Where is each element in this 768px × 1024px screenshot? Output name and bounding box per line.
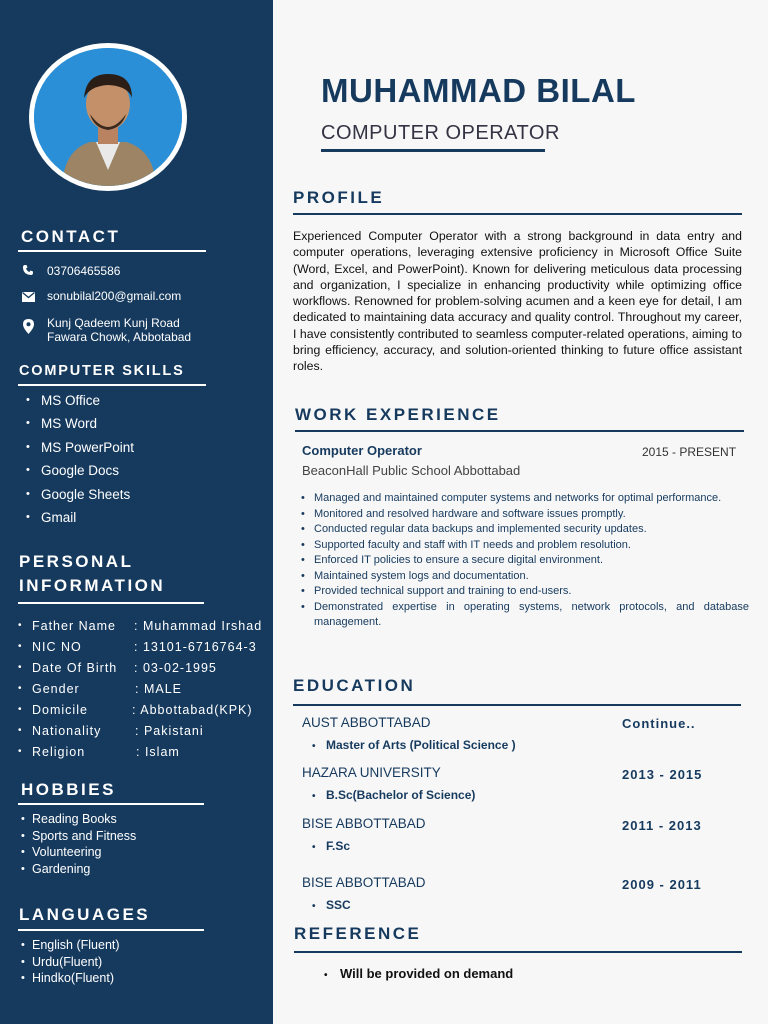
personal-label: Father Name (32, 619, 116, 633)
duty-item: • Maintained system logs and documentation. (299, 569, 749, 585)
personal-label: NIC NO (32, 640, 82, 654)
contact-email (18, 289, 181, 303)
personal-value: : 13101-6716764-3 (134, 640, 257, 654)
education-degree (312, 738, 516, 752)
languages-divider (18, 929, 204, 931)
education-institution: AUST ABBOTTABAD (302, 715, 431, 730)
reference-heading: REFERENCE (294, 924, 422, 943)
education-dates: 2009 - 2011 (622, 877, 702, 892)
bullet-icon: • (18, 641, 23, 652)
personal-label: Gender (32, 682, 80, 696)
hobby-item: • Volunteering (16, 844, 136, 861)
hobbies-divider (18, 803, 204, 805)
skill-item: • Gmail (21, 506, 134, 529)
avatar (29, 43, 187, 191)
duties-list (299, 491, 749, 631)
languages-heading: LANGUAGES (19, 905, 151, 924)
profile-photo (34, 48, 182, 186)
profile-heading: PROFILE (293, 188, 385, 207)
skill-item: • MS Office (21, 389, 134, 412)
education-dates: 2011 - 2013 (622, 818, 702, 833)
bullet-icon: • (18, 683, 23, 694)
personal-value: : Pakistani (135, 724, 204, 738)
job-title: Computer Operator (302, 443, 422, 458)
sidebar (0, 0, 273, 1024)
degree-text: SSC (326, 898, 351, 912)
candidate-title: COMPUTER OPERATOR (321, 122, 560, 144)
title-underline (321, 149, 545, 152)
contact-heading: CONTACT (21, 227, 121, 246)
profile-text: Experienced Computer Operator with a strong background in data entry and computer operations, leveraging extensive proficiency in Microsoft Office Suite (Word, Excel, and PowerPoint). Known for delivering meticulous data processing and organization, I specialize in enhancing productivity while optimizing office workflows. Renowned for problem-solving acumen and a keen eye for detail, I am dedicated to maintaining data accuracy and quality control. Throughout my career, I have consistently contributed to seamless computer-related operations, aiming to bring efficiency, accuracy, and solution-oriented thinking to future office assistant roles. (293, 229, 742, 374)
profile-divider (293, 213, 742, 215)
education-divider (293, 704, 741, 706)
personal-label: Domicile (32, 703, 88, 717)
hobbies-heading: HOBBIES (21, 780, 116, 799)
personal-value: : MALE (135, 682, 182, 696)
personal-heading-line-1: PERSONAL (19, 552, 134, 571)
duty-item: • Monitored and resolved hardware and software issues promptly. (299, 507, 749, 523)
personal-value: : 03-02-1995 (134, 661, 217, 675)
contact-phone (18, 264, 120, 278)
bullet-icon: • (18, 620, 23, 631)
bullet-icon: • (18, 746, 23, 757)
reference-text: Will be provided on demand (340, 966, 514, 981)
skills-divider (18, 384, 206, 386)
envelope-icon (18, 289, 38, 302)
language-item: • Urdu(Fluent) (16, 954, 120, 971)
experience-divider (295, 430, 744, 432)
personal-label: Religion (32, 745, 86, 759)
location-pin-icon (18, 316, 38, 334)
phone-icon (18, 264, 38, 276)
bullet-icon: • (312, 791, 316, 802)
education-dates: Continue.. (622, 716, 696, 731)
personal-value: : Islam (136, 745, 180, 759)
education-degree (312, 788, 475, 802)
duty-item: • Managed and maintained computer systems and networks for optimal performance. (299, 491, 749, 507)
language-item: • English (Fluent) (16, 937, 120, 954)
language-item: • Hindko(Fluent) (16, 970, 120, 987)
bullet-icon: • (18, 662, 23, 673)
education-institution: HAZARA UNIVERSITY (302, 765, 441, 780)
education-institution: BISE ABBOTTABAD (302, 816, 426, 831)
bullet-icon: • (324, 970, 328, 981)
job-organization: BeaconHall Public School Abbottabad (302, 463, 521, 478)
bullet-icon: • (312, 901, 316, 912)
education-dates: 2013 - 2015 (622, 767, 703, 782)
address-line-1: Kunj Qadeem Kunj Road (47, 316, 180, 330)
skill-item: • MS Word (21, 412, 134, 435)
personal-heading-line-2: INFORMATION (19, 576, 166, 595)
skills-heading: COMPUTER SKILLS (19, 363, 185, 379)
skills-list (21, 389, 134, 529)
languages-list (16, 937, 120, 987)
hobby-item: • Reading Books (16, 811, 136, 828)
bullet-icon: • (18, 725, 23, 736)
phone-text: 03706465586 (47, 264, 121, 278)
experience-heading: WORK EXPERIENCE (295, 405, 501, 424)
reference-item (324, 966, 513, 981)
job-dates: 2015 - PRESENT (642, 445, 737, 459)
bullet-icon: • (312, 741, 316, 752)
skill-item: • Google Sheets (21, 483, 134, 506)
reference-divider (294, 951, 742, 953)
duty-item: • Enforced IT policies to ensure a secure digital environment. (299, 553, 749, 569)
personal-label: Nationality (32, 724, 102, 738)
address-line-2: Fawara Chowk, Abbotabad (47, 330, 192, 344)
hobbies-list (16, 811, 136, 877)
personal-heading (19, 550, 165, 598)
personal-label: Date Of Birth (32, 661, 118, 675)
bullet-icon: • (312, 842, 316, 853)
personal-value: : Muhammad Irshad (134, 619, 263, 633)
duty-item: • Provided technical support and training to end-users. (299, 584, 749, 600)
candidate-name: MUHAMMAD BILAL (321, 72, 636, 109)
bullet-icon: • (18, 704, 23, 715)
education-degree (312, 839, 350, 853)
degree-text: Master of Arts (Political Science ) (326, 738, 516, 752)
person-silhouette-icon (34, 48, 182, 186)
education-institution: BISE ABBOTTABAD (302, 875, 426, 890)
degree-text: B.Sc(Bachelor of Science) (326, 788, 476, 802)
hobby-item: • Sports and Fitness (16, 828, 136, 845)
duty-item: • Conducted regular data backups and implemented security updates. (299, 522, 749, 538)
contact-address (18, 316, 191, 344)
education-degree (312, 898, 351, 912)
skill-item: • MS PowerPoint (21, 436, 134, 459)
email-text: sonubilal200@gmail.com (47, 289, 182, 303)
personal-value: : Abbottabad(KPK) (132, 703, 253, 717)
duty-item: • Demonstrated expertise in operating systems, network protocols, and database management. (299, 600, 749, 631)
hobby-item: • Gardening (16, 861, 136, 878)
personal-divider (18, 602, 204, 604)
education-heading: EDUCATION (293, 676, 416, 695)
contact-divider (18, 250, 206, 252)
duty-item: • Supported faculty and staff with IT needs and problem resolution. (299, 538, 749, 554)
skill-item: • Google Docs (21, 459, 134, 482)
degree-text: F.Sc (326, 839, 351, 853)
